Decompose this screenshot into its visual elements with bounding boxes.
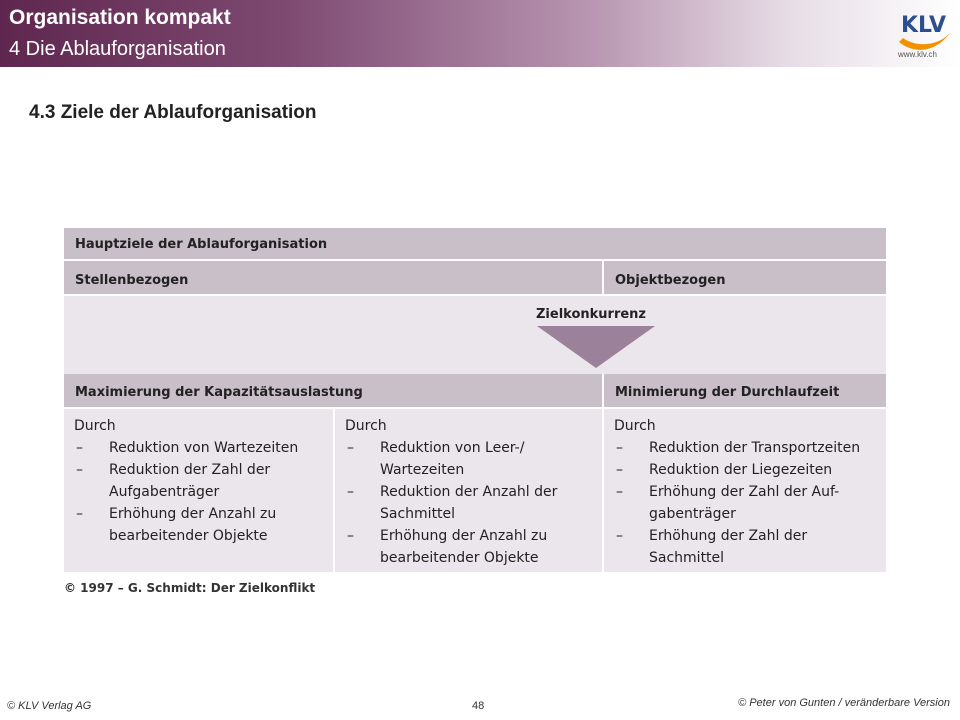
column-intro: Durch — [74, 418, 116, 434]
measures-column-1 — [74, 415, 326, 547]
list-item: – Erhöhung der Anzahl zu bearbeitender Objekte — [345, 525, 595, 569]
list-item: – Reduktion von Leer-/ Wartezeiten — [345, 437, 595, 481]
figure-copyright: © 1997 – G. Schmidt: Der Zielkonflikt — [64, 581, 316, 595]
footer-publisher: © KLV Verlag AG — [7, 700, 92, 712]
measures-column-2 — [345, 415, 595, 569]
conflict-row — [64, 296, 886, 374]
list-item: – Reduktion der Anzahl der Sachmittel — [345, 481, 595, 525]
divider — [602, 261, 604, 296]
right-heading: Objektbezogen — [615, 273, 726, 288]
right-goal: Minimierung der Durchlaufzeit — [615, 385, 840, 400]
column-intro: Durch — [345, 418, 387, 434]
list-item: – Reduktion von Wartezeiten — [74, 437, 326, 459]
section-title: 4.3 Ziele der Ablauforganisation — [29, 102, 317, 123]
measures-column-3 — [614, 415, 882, 569]
footer-author: © Peter von Gunten / veränderbare Version — [738, 697, 950, 709]
presentation-title: Organisation kompakt — [9, 6, 231, 29]
divider — [333, 409, 335, 572]
list-item: – Reduktion der Zahl der Aufgabenträger — [74, 459, 326, 503]
svg-text:KLV: KLV — [901, 13, 947, 38]
logo-url: www.klv.ch — [898, 50, 937, 59]
list-item: – Erhöhung der Zahl der Sachmittel — [614, 525, 882, 569]
list-item: – Erhöhung der Zahl der Auf-gabenträger — [614, 481, 882, 525]
divider — [602, 374, 604, 572]
main-heading: Hauptziele der Ablauforganisation — [75, 237, 328, 252]
list-item: – Erhöhung der Anzahl zu bearbeitender Objekte — [74, 503, 326, 547]
left-goal: Maximierung der Kapazitätsauslastung — [75, 385, 363, 400]
conflict-label: Zielkonkurrenz — [536, 307, 646, 322]
column-intro: Durch — [614, 418, 656, 434]
list-item: – Reduktion der Transportzeiten — [614, 437, 882, 459]
chapter-subtitle: 4 Die Ablauforganisation — [9, 38, 226, 60]
list-item: – Reduktion der Liegezeiten — [614, 459, 882, 481]
goal-conflict-figure — [64, 228, 886, 572]
conflict-arrow-icon — [537, 326, 655, 368]
left-heading: Stellenbezogen — [75, 273, 189, 288]
page-number: 48 — [472, 700, 485, 712]
